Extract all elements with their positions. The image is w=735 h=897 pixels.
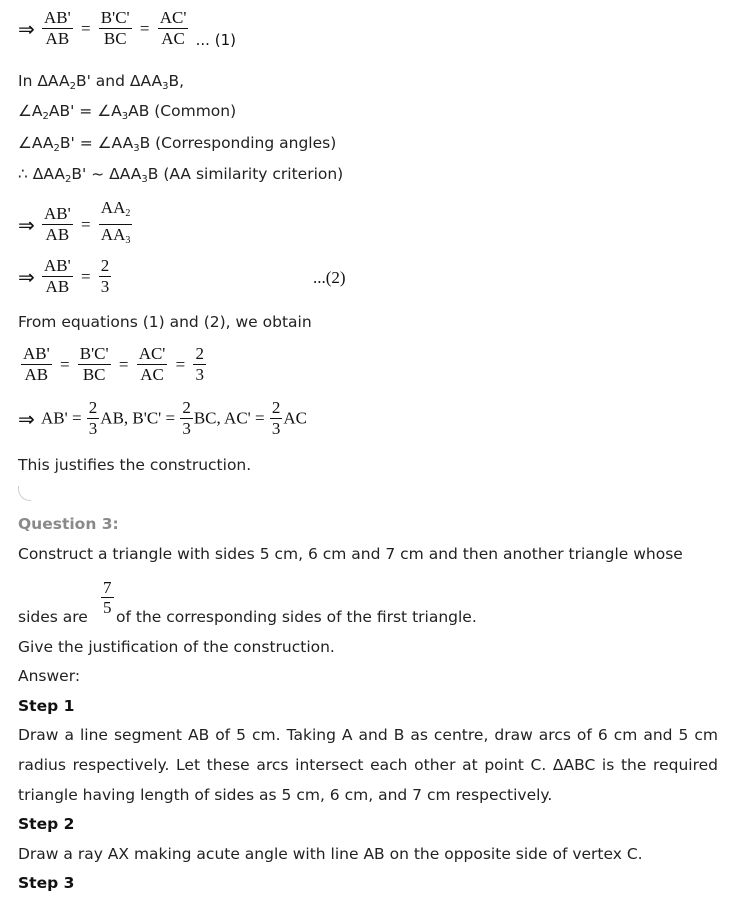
- fraction-ab: $\frac{AB'}{AB}$: [23, 344, 50, 384]
- equation-tag-1: ... (1): [195, 31, 236, 49]
- answer-label: Answer:: [18, 667, 81, 685]
- fraction-ac: $\frac{AC'}{AC}$: [159, 8, 187, 48]
- text-corresponding-angles: $\angle AA_2B'$ = $\angle AA_3B$ (Corresponding angles): [18, 134, 337, 154]
- fraction-bc: $\frac{B'C'}{BC}$: [79, 344, 109, 384]
- fraction-aa: $\frac{AA_2}{AA_3}$: [100, 198, 131, 246]
- text-in-triangles: In $\Delta AA_2B'$ and $\Delta AA_3B$,: [18, 72, 185, 92]
- fraction-two-thirds: $\frac{2}{3}$: [88, 398, 98, 438]
- equation-sides: ⇒ AB' = $\frac{2}{3}$ AB, B'C' = $\frac{2}{3}$ BC, AC' = $\frac{2}{3}$ AC: [18, 398, 307, 438]
- fraction-ab: $\frac{AB'}{AB}$: [44, 204, 71, 244]
- question-text-line-2-a: sides are: [18, 608, 88, 626]
- fraction-two-thirds: $\frac{2}{3}$: [271, 398, 281, 438]
- fraction-ab: $\frac{AB'}{AB}$: [44, 256, 71, 296]
- question-title: Question 3:: [18, 515, 119, 533]
- text-common-angle: $\angle A_2AB'$ = $\angle A_3AB$ (Common): [18, 102, 237, 122]
- question-text-line-3: Give the justification of the construction.: [18, 638, 335, 656]
- equation-tag-2: ...(2): [313, 268, 346, 287]
- text-from-equations: From equations (1) and (2), we obtain: [18, 313, 312, 331]
- question-text-line-2-b: of the corresponding sides of the first triangle.: [116, 608, 477, 626]
- text-justifies: This justifies the construction.: [18, 456, 252, 474]
- step-2-title: Step 2: [18, 815, 75, 833]
- step-3-title: Step 3: [18, 874, 75, 892]
- equation-combined: $\frac{AB'}{AB}$ = $\frac{B'C'}{BC}$ = $\frac{AC'}{AC}$ = $\frac{2}{3}$: [23, 344, 204, 384]
- fraction-ab: $\frac{AB'}{AB}$: [44, 8, 71, 48]
- step-1-title: Step 1: [18, 697, 75, 715]
- implies-icon: ⇒: [18, 264, 35, 289]
- fraction-seven-fifths: $\frac{7}{5}$: [103, 578, 112, 617]
- fraction-two-thirds: $\frac{2}{3}$: [195, 344, 204, 384]
- equation-2: ⇒ $\frac{AB'}{AB}$ = $\frac{2}{3}$: [18, 256, 110, 296]
- question-text-line-1: Construct a triangle with sides 5 cm, 6 cm and 7 cm and then another triangle whose: [18, 545, 683, 563]
- step-1-text: Draw a line segment AB of 5 cm. Taking A and B as centre, draw arcs of 6 cm and 5 cm radius respectively. Let these arcs intersect each other at point C. ΔABC is the required triangle having length of sides as 5 cm, 6 cm, and 7 cm respectively.: [18, 726, 718, 804]
- fraction-bc: $\frac{B'C'}{BC}$: [100, 8, 130, 48]
- implies-icon: ⇒: [18, 406, 35, 431]
- implies-icon: ⇒: [18, 16, 35, 41]
- equation-1: ⇒ $\frac{AB'}{AB}$ = $\frac{B'C'}{BC}$ = $\frac{AC'}{AC}$ ... (1): [18, 8, 236, 49]
- fraction-two-thirds: $\frac{2}{3}$: [182, 398, 191, 438]
- decorative-curl-icon: [18, 486, 31, 501]
- equation-ratio-aa: ⇒ $\frac{AB'}{AB}$ = $\frac{AA_2}{AA_3}$: [18, 198, 133, 251]
- implies-icon: ⇒: [18, 212, 35, 237]
- fraction-two-thirds: $\frac{2}{3}$: [100, 256, 110, 296]
- text-similarity-criterion: ∴ $\Delta AA_2B'$ ~ $\Delta AA_3B$ (AA similarity criterion): [18, 165, 344, 185]
- fraction-ac: $\frac{AC'}{AC}$: [138, 344, 166, 384]
- step-2-text: Draw a ray AX making acute angle with line AB on the opposite side of vertex C.: [18, 845, 643, 863]
